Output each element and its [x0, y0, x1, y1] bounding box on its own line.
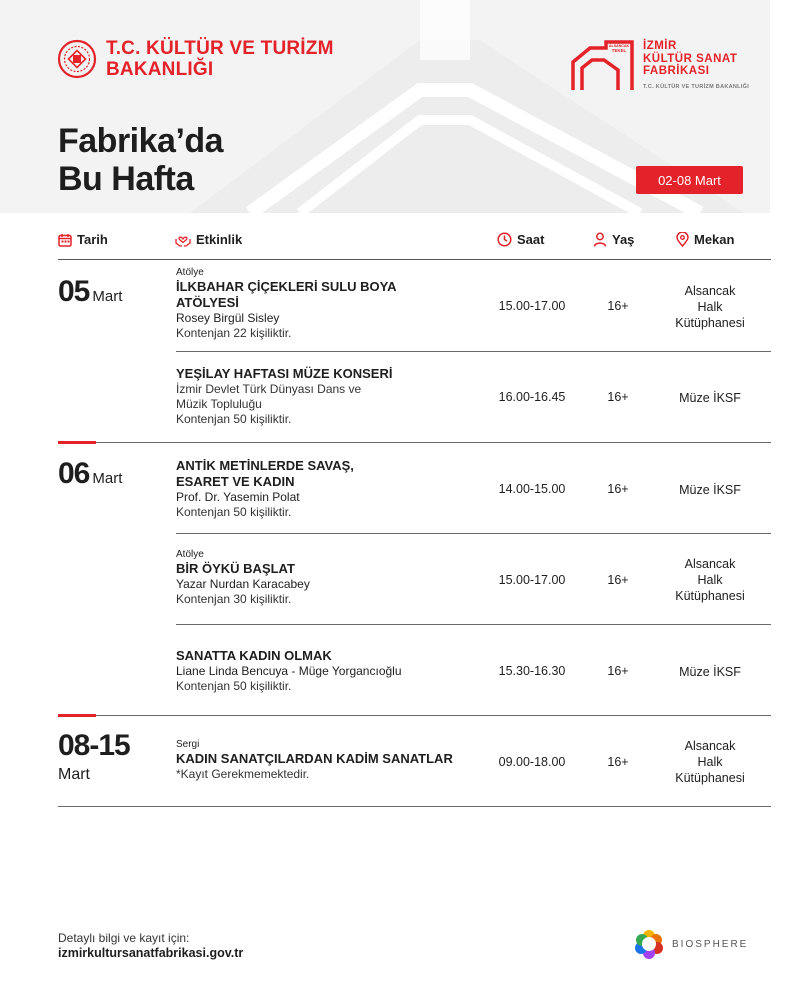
venue-line3: Kütüphanesi	[675, 771, 745, 785]
iksf-badge-line2: TEKEL	[611, 48, 627, 53]
column-event	[175, 232, 242, 247]
row-divider	[176, 624, 771, 625]
event-title-line1: BİR ÖYKÜ BAŞLAT	[176, 561, 295, 576]
event-title-line1: İLKBAHAR ÇİÇEKLERİ SULU BOYA	[176, 279, 397, 294]
venue-line2: Halk	[697, 573, 723, 587]
hands-heart-icon	[175, 233, 191, 247]
iksf-name-line2: KÜLTÜR SANAT	[643, 52, 738, 65]
event-venue	[660, 556, 760, 604]
event-person: Rosey Birgül Sisley	[176, 311, 280, 325]
event-venue	[660, 738, 760, 786]
title-line2: Bu Hafta	[58, 160, 194, 198]
event-time: 15.00-17.00	[498, 573, 566, 587]
person-icon	[593, 232, 607, 247]
ministry-seal-icon	[57, 39, 97, 79]
iksf-badge-line1: ALSANCAK	[608, 44, 630, 48]
event-title-line1: ANTİK METİNLERDE SAVAŞ,	[176, 458, 354, 473]
event-category: Atölye	[176, 267, 204, 278]
event-venue: Müze İKSF	[679, 391, 741, 405]
event-venue: Müze İKSF	[679, 665, 741, 679]
event-age: 16+	[607, 755, 629, 769]
header-divider	[58, 259, 771, 260]
event-age: 16+	[607, 664, 629, 678]
day-divider	[58, 442, 771, 443]
calendar-icon	[58, 233, 72, 247]
table-header	[0, 228, 800, 254]
footer-info-label: Detaylı bilgi ve kayıt için:	[58, 931, 190, 945]
event-person: Yazar Nurdan Karacabey	[176, 577, 310, 591]
title-line1: Fabrika’da	[58, 122, 224, 160]
event-capacity: Kontenjan 50 kişiliktir.	[176, 412, 292, 426]
event-title-line1: KADIN SANATÇILARDAN KADİM SANATLAR	[176, 751, 453, 766]
day-month: Mart	[92, 470, 123, 487]
event-title-line2: ATÖLYESİ	[176, 295, 239, 310]
column-age	[593, 232, 634, 247]
venue-line1: Alsancak	[684, 739, 736, 753]
day-date	[58, 457, 122, 491]
column-time-label: Saat	[517, 232, 545, 247]
event-title-line1: YEŞİLAY HAFTASI MÜZE KONSERİ	[176, 366, 393, 381]
day-accent-bar	[58, 714, 96, 717]
column-venue-label: Mekan	[694, 232, 735, 247]
ministry-name-line1: T.C. KÜLTÜR VE TURİZM	[106, 38, 334, 59]
event-capacity: Kontenjan 22 kişiliktir.	[176, 326, 292, 340]
column-time	[497, 232, 544, 247]
iksf-name-line1: İZMİR	[643, 40, 677, 52]
day-number: 06	[58, 457, 90, 490]
ministry-name-line2: BAKANLIĞI	[106, 59, 214, 80]
event-time: 15.00-17.00	[498, 299, 566, 313]
header-banner	[0, 0, 770, 213]
event-age: 16+	[607, 573, 629, 587]
clock-icon	[497, 232, 512, 247]
event-age: 16+	[607, 390, 629, 404]
column-date-label: Tarih	[77, 232, 108, 247]
venue-line2: Halk	[697, 755, 723, 769]
event-time: 15.30-16.30	[498, 664, 566, 678]
venue-line2: Halk	[697, 300, 723, 314]
column-event-label: Etkinlik	[196, 232, 243, 247]
venue-line3: Kütüphanesi	[675, 316, 745, 330]
event-time: 09.00-18.00	[498, 755, 566, 769]
event-category: Atölye	[176, 549, 204, 560]
day-month: Mart	[58, 766, 90, 783]
iksf-name-line3: FABRİKASI	[643, 65, 710, 77]
biosphere-logo	[632, 927, 748, 961]
event-age: 16+	[607, 299, 629, 313]
event-person: Prof. Dr. Yasemin Polat	[176, 490, 300, 504]
factory-building-icon	[570, 40, 636, 92]
venue-line3: Kütüphanesi	[675, 589, 745, 603]
event-note: *Kayıt Gerekmemektedir.	[176, 767, 310, 781]
day-month: Mart	[92, 288, 123, 305]
column-date	[58, 232, 108, 247]
event-time: 14.00-15.00	[498, 482, 566, 496]
footer-website-link[interactable]: izmirkultursanatfabrikasi.gov.tr	[58, 946, 244, 960]
event-age: 16+	[607, 482, 629, 496]
day-number: 05	[58, 275, 90, 308]
column-age-label: Yaş	[612, 232, 635, 247]
biosphere-icon	[632, 927, 666, 961]
event-capacity: Kontenjan 30 kişiliktir.	[176, 592, 292, 606]
day-number: 08-15	[58, 729, 130, 762]
event-person: Liane Linda Bencuya - Müge Yorgancıoğlu	[176, 664, 402, 678]
event-venue	[660, 283, 760, 331]
event-capacity: Kontenjan 50 kişiliktir.	[176, 505, 292, 519]
venue-line1: Alsancak	[684, 557, 736, 571]
event-person-line1: İzmir Devlet Türk Dünyası Dans ve	[176, 382, 362, 396]
venue-line1: Alsancak	[684, 284, 736, 298]
row-divider	[176, 533, 771, 534]
iksf-logo	[570, 38, 770, 98]
page-title	[58, 122, 223, 198]
event-title-line1: SANATTA KADIN OLMAK	[176, 648, 332, 663]
day-accent-bar	[58, 441, 96, 444]
event-time: 16.00-16.45	[498, 390, 566, 404]
event-capacity: Kontenjan 50 kişiliktir.	[176, 679, 292, 693]
iksf-subtitle: T.C. KÜLTÜR VE TURİZM BAKANLIĞI	[643, 84, 750, 90]
day-date	[58, 275, 122, 309]
day-divider	[58, 715, 771, 716]
location-pin-icon	[676, 232, 689, 247]
event-venue: Müze İKSF	[679, 483, 741, 497]
event-person-line2: Müzik Topluluğu	[176, 397, 262, 411]
event-category: Sergi	[176, 739, 200, 750]
ministry-logo	[57, 38, 334, 80]
biosphere-label: BIOSPHERE	[672, 938, 749, 950]
row-divider	[176, 351, 771, 352]
column-venue	[676, 232, 734, 247]
date-range-badge: 02-08 Mart	[636, 166, 743, 194]
day-divider	[58, 806, 771, 807]
event-title-line2: ESARET VE KADIN	[176, 474, 295, 489]
